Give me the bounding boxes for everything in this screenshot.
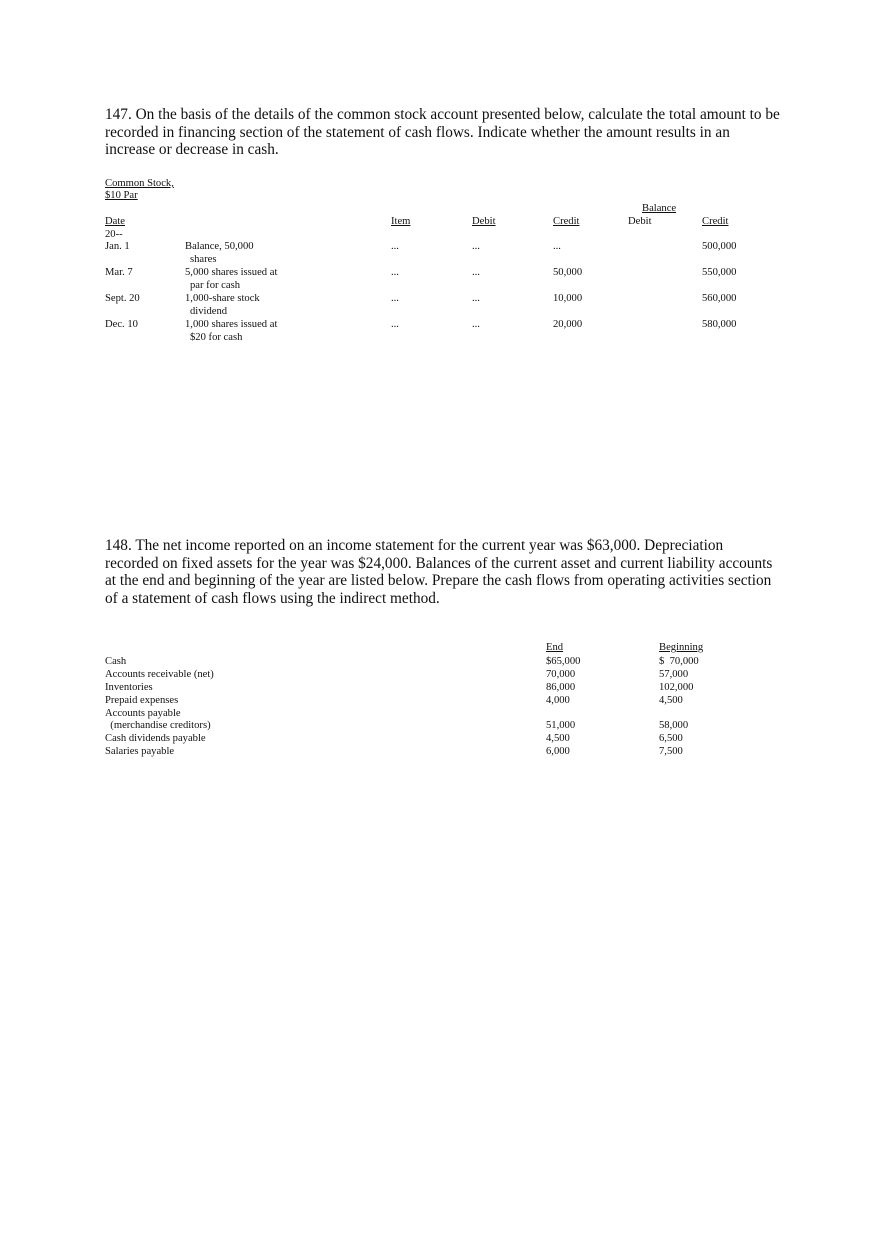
balance-label: Prepaid expenses bbox=[105, 695, 179, 706]
balance-end: 4,500 bbox=[546, 733, 570, 744]
ledger-description-cont: $20 for cash bbox=[190, 332, 243, 343]
balance-end: 4,000 bbox=[546, 695, 570, 706]
ledger-date: Jan. 1 bbox=[105, 241, 130, 252]
ledger-balance-credit: 560,000 bbox=[702, 293, 737, 304]
ledger-item: ... bbox=[391, 267, 399, 278]
ledger-debit: ... bbox=[472, 267, 480, 278]
question-147-prompt: 147. On the basis of the details of the common stock account presented below, calculate the total amount to be recorded in financing section of the statement of cash flows. Indicate whether the amount results in an increase or decrease in cash. bbox=[105, 106, 780, 159]
balance-beginning: 6,500 bbox=[659, 733, 683, 744]
header-item: Item bbox=[391, 216, 411, 227]
ledger-debit: ... bbox=[472, 319, 480, 330]
balance-beginning: 57,000 bbox=[659, 669, 689, 680]
balance-label: Salaries payable bbox=[105, 746, 175, 757]
ledger-item: ... bbox=[391, 293, 399, 304]
balance-end: 86,000 bbox=[546, 682, 576, 693]
balance-header: Balance bbox=[642, 203, 677, 214]
ledger-description-cont: par for cash bbox=[190, 280, 240, 291]
ledger-balance-credit: 550,000 bbox=[702, 267, 737, 278]
account-par: $10 Par bbox=[105, 190, 138, 201]
balance-beginning: 7,500 bbox=[659, 746, 683, 757]
balance-beginning: $ 70,000 bbox=[659, 656, 699, 667]
ledger-year: 20-- bbox=[105, 229, 123, 240]
ledger-row bbox=[0, 319, 880, 345]
ledger-date: Mar. 7 bbox=[105, 267, 133, 278]
balance-label: Inventories bbox=[105, 682, 153, 693]
header-beginning: Beginning bbox=[659, 642, 704, 653]
ledger-item: ... bbox=[391, 241, 399, 252]
ledger-description-cont: shares bbox=[190, 254, 217, 265]
question-148-prompt: 148. The net income reported on an income statement for the current year was $63,000. Depreciation recorded on fixed assets for the year was $24,000. Balances of the current asset and current liability accounts at the end and beginning of the year are listed below. Prepare the cash flows from operating activities section of a statement of cash flows using the indirect method. bbox=[105, 537, 773, 607]
balance-beginning: 4,500 bbox=[659, 695, 683, 706]
balance-end: 51,000 bbox=[546, 720, 576, 731]
balance-beginning: 102,000 bbox=[659, 682, 694, 693]
ledger-balance-credit: 580,000 bbox=[702, 319, 737, 330]
balance-end: 6,000 bbox=[546, 746, 570, 757]
account-title: Common Stock, bbox=[105, 178, 174, 189]
ledger-balance-credit: 500,000 bbox=[702, 241, 737, 252]
ledger-row bbox=[0, 293, 880, 319]
balance-label: (merchandise creditors) bbox=[105, 720, 211, 731]
balance-label: Accounts receivable (net) bbox=[105, 669, 214, 680]
ledger-description-cont: dividend bbox=[190, 306, 228, 317]
ledger-credit: 50,000 bbox=[553, 267, 583, 278]
ledger-credit: ... bbox=[553, 241, 561, 252]
balance-label: Cash bbox=[105, 656, 127, 667]
ledger-credit: 20,000 bbox=[553, 319, 583, 330]
header-balance-debit: Debit bbox=[628, 216, 652, 227]
ledger-description: 1,000-share stock bbox=[185, 293, 260, 304]
ledger-item: ... bbox=[391, 319, 399, 330]
ledger-date: Dec. 10 bbox=[105, 319, 138, 330]
ledger-date: Sept. 20 bbox=[105, 293, 140, 304]
ledger-debit: ... bbox=[472, 293, 480, 304]
balance-beginning: 58,000 bbox=[659, 720, 689, 731]
balance-end: 70,000 bbox=[546, 669, 576, 680]
ledger-credit: 10,000 bbox=[553, 293, 583, 304]
header-credit: Credit bbox=[553, 216, 580, 227]
ledger-debit: ... bbox=[472, 241, 480, 252]
header-date: Date bbox=[105, 216, 125, 227]
header-balance-credit: Credit bbox=[702, 216, 729, 227]
balance-label: Cash dividends payable bbox=[105, 733, 206, 744]
balance-end: $65,000 bbox=[546, 656, 581, 667]
header-end: End bbox=[546, 642, 564, 653]
ledger-description: Balance, 50,000 bbox=[185, 241, 254, 252]
header-debit: Debit bbox=[472, 216, 496, 227]
ledger-row bbox=[0, 267, 880, 293]
ledger-description: 1,000 shares issued at bbox=[185, 319, 278, 330]
ledger-description: 5,000 shares issued at bbox=[185, 267, 278, 278]
balance-label: Accounts payable bbox=[105, 708, 181, 719]
ledger-row bbox=[0, 241, 880, 267]
